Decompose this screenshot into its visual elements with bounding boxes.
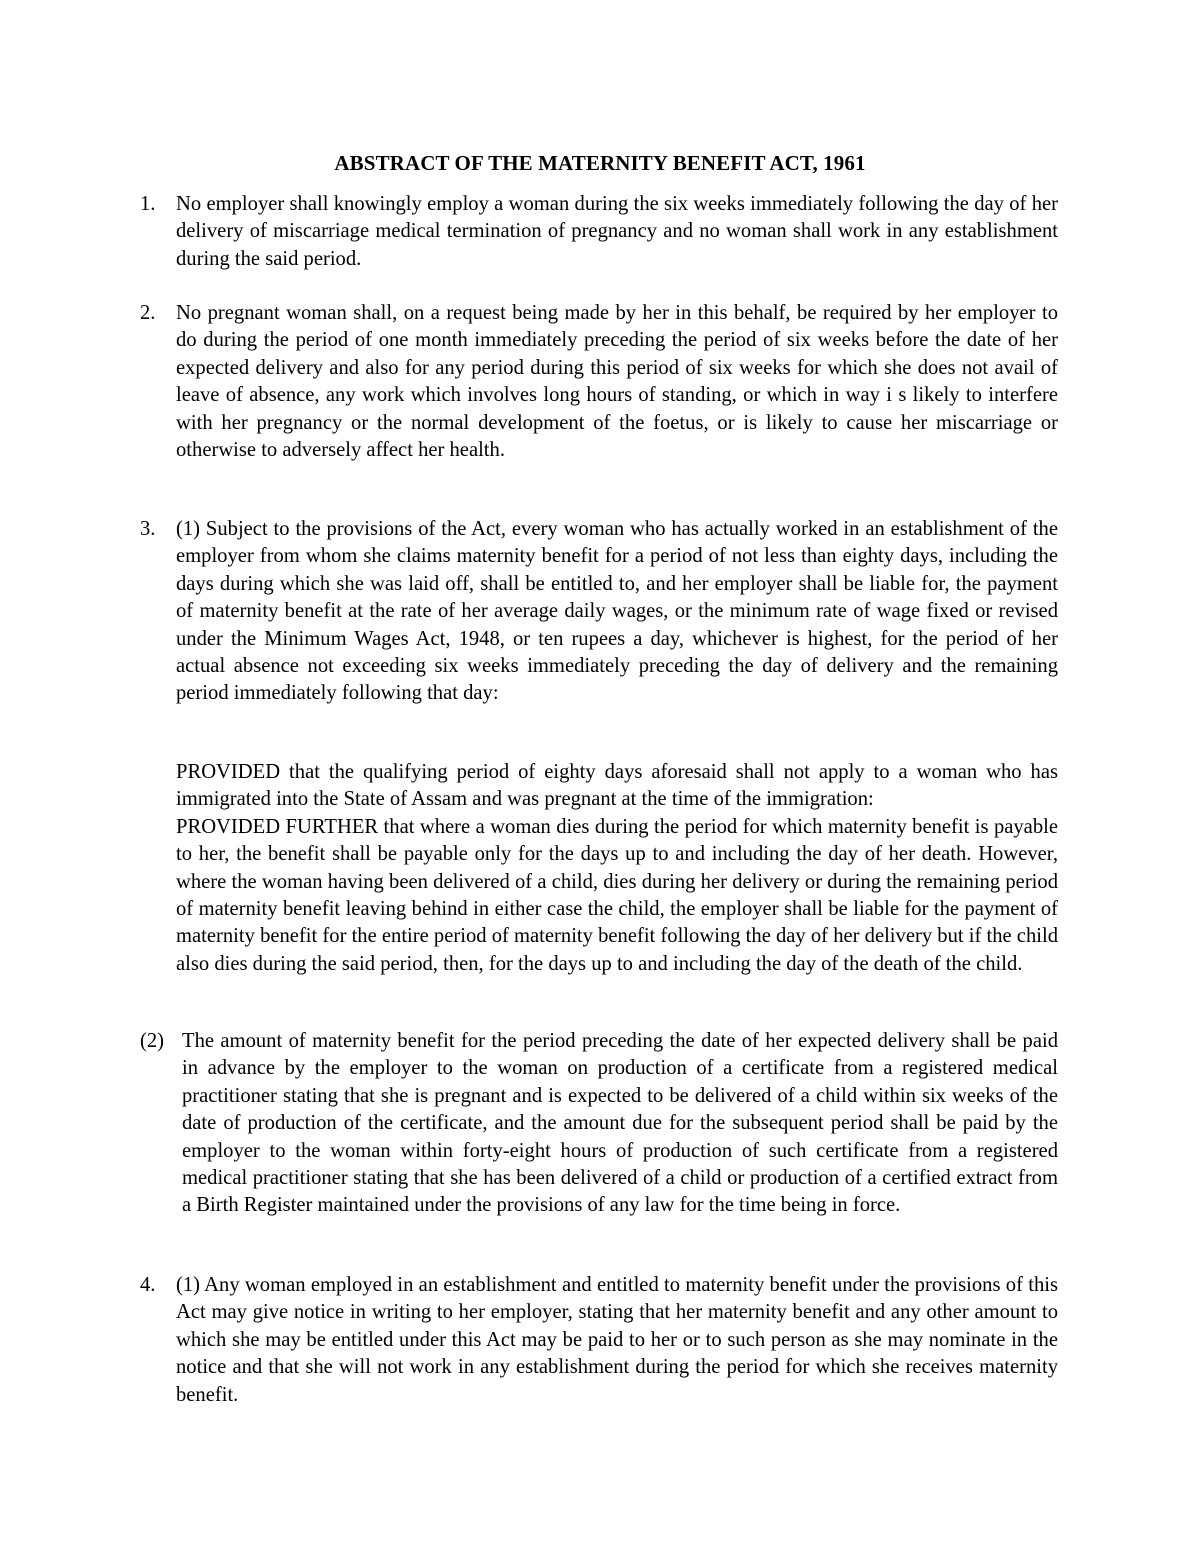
proviso-text: PROVIDED that the qualifying period of eighty days aforesaid shall not apply to a woman who has immigrated into the State of Assam and was pregnant at the time of the immigration: [176, 761, 1058, 811]
section-number: 3. [140, 518, 156, 540]
section-text: (1) Any woman employed in an establishment and entitled to maternity benefit under the provisions of this Act may give notice in writing to her employer, stating that her maternity benefit and any other amount to which she may be entitled under this Act may be paid to her or to such person as she may nominate in the notice and that she will not work in any establishment during the period for which she receives maternity benefit. [176, 1274, 1058, 1406]
section-text: The amount of maternity benefit for the period preceding the date of her expected delivery shall be paid in advance by the employer to the woman on production of a certificate from a registered medical practitioner stating that she is pregnant and is expected to be delivered of a child within six weeks of the date of production of the certificate, and the amount due for the subsequent period shall be paid by the employer to the woman within forty-eight hours of production of such certificate from a registered medical practitioner stating that she has been delivered of a child or production of a certified extract from a Birth Register maintained under the provisions of any law for the time being in force. [182, 1030, 1058, 1217]
section-text: (1) Subject to the provisions of the Act, every woman who has actually worked in an establishment of the employer from whom she claims maternity benefit for a period of not less than eighty days, including the days during which she was laid off, shall be entitled to, and her employer shall be liable for, the payment of maternity benefit at the rate of her average daily wages, or the minimum rate of wage fixed or revised under the Minimum Wages Act, 1948, or ten rupees a day, whichever is highest, for the period of her actual absence not exceeding six weeks immediately preceding the day of delivery and the remaining period immediately following that day: [176, 518, 1058, 705]
section-2 [140, 300, 1058, 464]
subsection-number: (2) [140, 1030, 165, 1052]
section-number: 4. [140, 1274, 156, 1296]
section-3-provisos [140, 759, 1058, 978]
document-title: ABSTRACT OF THE MATERNITY BENEFIT ACT, 1961 [334, 151, 866, 175]
section-3-subsection-2 [140, 1028, 1058, 1220]
section-4 [140, 1272, 1058, 1409]
proviso-further-text: PROVIDED FURTHER that where a woman dies during the period for which maternity benefit is payable to her, the benefit shall be payable only for the days up to and including the day of her death. However, where the woman having been delivered of a child, dies during her delivery or during the remaining period of maternity benefit leaving behind in either case the child, the employer shall be liable for the payment of maternity benefit for the entire period of maternity benefit following the day of her delivery but if the child also dies during the said period, then, for the days up to and including the day of the death of the child. [176, 815, 1058, 975]
section-1 [140, 191, 1058, 273]
section-text: No employer shall knowingly employ a woman during the six weeks immediately following the day of her delivery of miscarriage medical termination of pregnancy and no woman shall work in any establishment during the said period. [176, 193, 1058, 270]
section-number: 1. [140, 193, 156, 215]
section-number: 2. [140, 302, 156, 324]
section-text: No pregnant woman shall, on a request being made by her in this behalf, be required by her employer to do during the period of one month immediately preceding the period of six weeks before the date of her expected delivery and also for any period during this period of six weeks for which she does not avail of leave of absence, any work which involves long hours of standing, or which in way i s likely to interfere with her pregnancy or the normal development of the foetus, or is likely to cause her miscarriage or otherwise to adversely affect her health. [176, 302, 1058, 462]
section-3 [140, 516, 1058, 708]
